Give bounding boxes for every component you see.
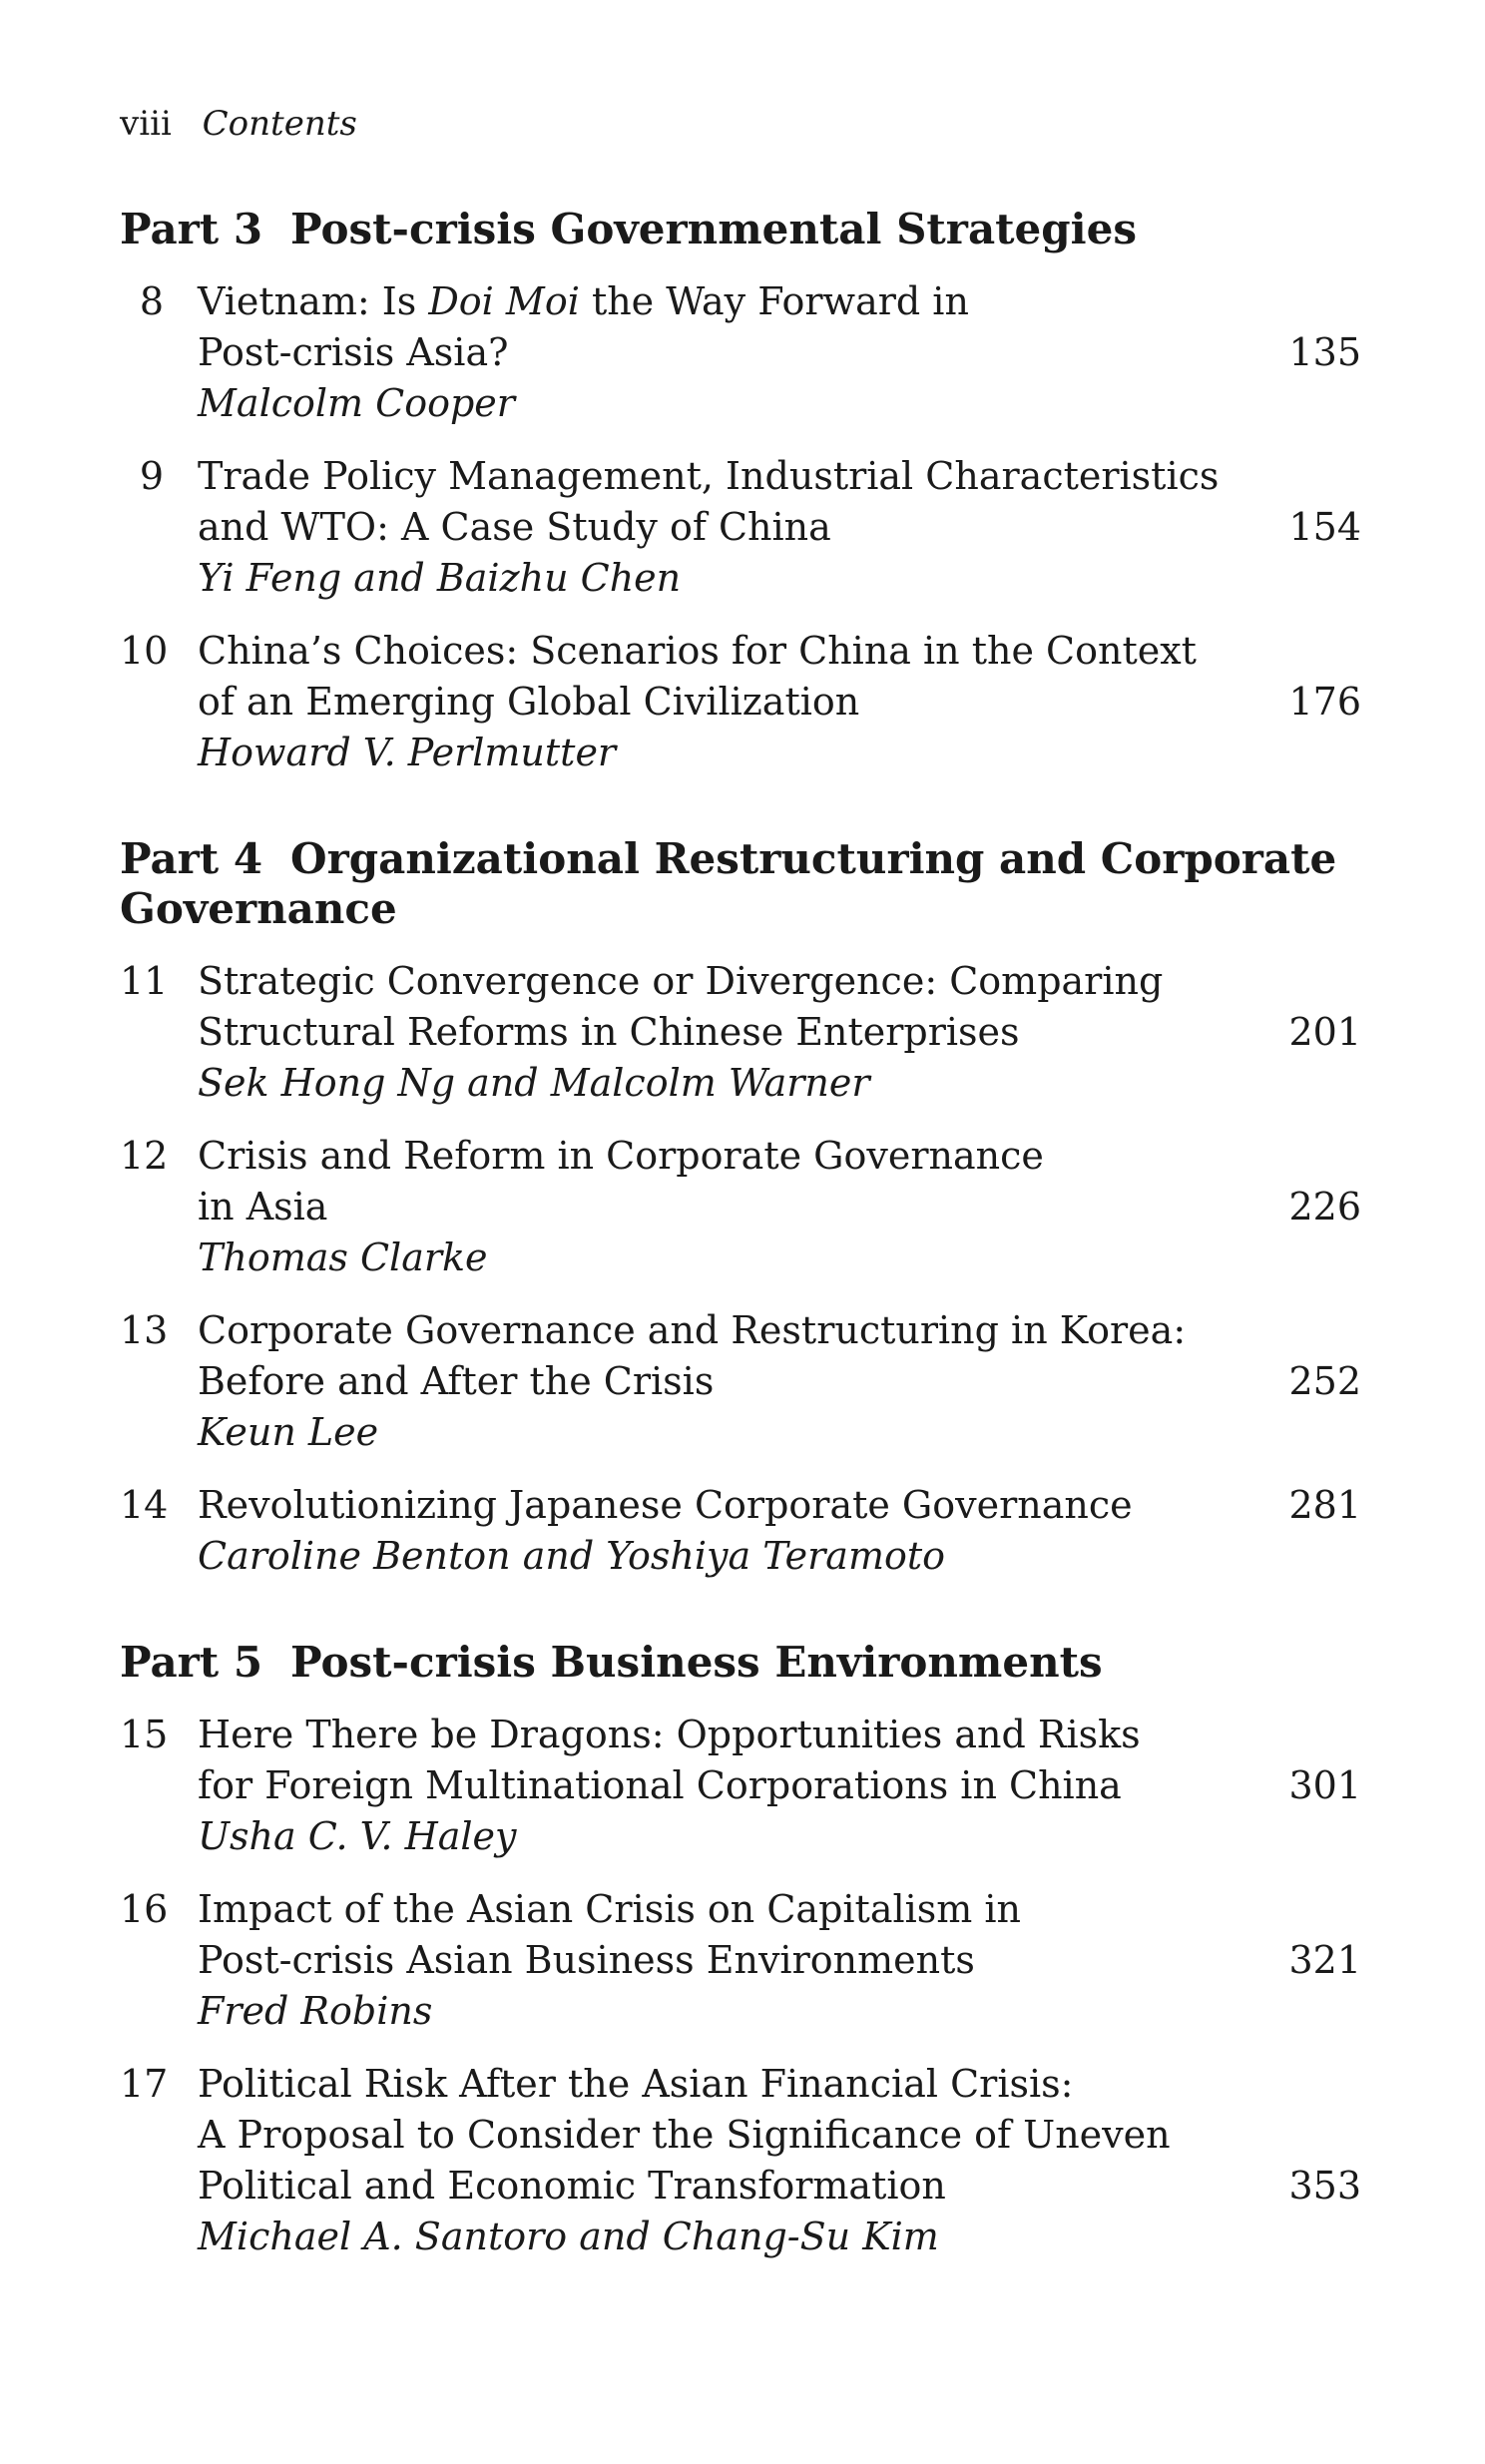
- chapter-title-line-2: Before and After the Crisis: [198, 1359, 715, 1403]
- chapter-title-line: [198, 1007, 1367, 1058]
- chapter-title-line-3: Political and Economic Transformation: [198, 2164, 946, 2208]
- table-of-contents: [120, 205, 1367, 2284]
- chapter-title-line: [198, 502, 1367, 553]
- chapter-title-line-2: Post-crisis Asia?: [198, 330, 509, 374]
- chapter-title-line: Crisis and Reform in Corporate Governance: [198, 1134, 1044, 1178]
- chapter-title-line: [198, 1760, 1367, 1811]
- chapter-number: 13: [120, 1308, 169, 1352]
- chapter-authors: Usha C. V. Haley: [198, 1814, 517, 1858]
- page-number: 321: [1288, 1938, 1361, 1982]
- running-header: [120, 104, 357, 144]
- toc-entry-11[interactable]: [120, 956, 1367, 1109]
- chapter-authors: Yi Feng and Baizhu Chen: [198, 556, 682, 600]
- page-number: 301: [1288, 1763, 1361, 1807]
- chapter-title-line-1: Vietnam: Is Doi Moi the Way Forward in: [198, 279, 969, 323]
- part-3-heading: [120, 205, 1367, 254]
- chapter-title-line: [198, 1480, 1367, 1531]
- toc-entry-16[interactable]: [120, 1884, 1367, 2037]
- toc-entry-12[interactable]: [120, 1131, 1367, 1283]
- chapter-title-line: [198, 1356, 1367, 1407]
- page-number: 201: [1288, 1010, 1361, 1054]
- part-4-heading: [120, 834, 1367, 934]
- chapter-number: 10: [120, 629, 169, 673]
- page-number: 135: [1288, 330, 1361, 374]
- chapter-title-line-2: in Asia: [198, 1185, 328, 1229]
- chapter-number: 9: [139, 454, 164, 498]
- chapter-authors: Malcolm Cooper: [198, 381, 515, 425]
- chapter-authors: Sek Hong Ng and Malcolm Warner: [198, 1061, 870, 1105]
- chapter-number: 17: [120, 2062, 169, 2106]
- chapter-title-line: Political Risk After the Asian Financial Crisis:: [198, 2062, 1074, 2106]
- part-title: Post-crisis Governmental Strategies: [290, 205, 1137, 253]
- running-title: Contents: [202, 104, 357, 144]
- chapter-number: 14: [120, 1483, 169, 1527]
- chapter-number: 11: [120, 959, 169, 1003]
- chapter-number: 12: [120, 1134, 169, 1178]
- emphasized-term: Doi Moi: [428, 279, 580, 323]
- chapter-title-line: Here There be Dragons: Opportunities and Risks: [198, 1713, 1141, 1756]
- page-number: 154: [1288, 505, 1361, 549]
- chapter-title-line-2: of an Emerging Global Civilization: [198, 680, 860, 724]
- part-label: Part 5: [120, 1638, 263, 1687]
- chapter-title-line-2: Post-crisis Asian Business Environments: [198, 1938, 975, 1982]
- page-number: 252: [1288, 1359, 1361, 1403]
- toc-entry-8[interactable]: [120, 276, 1367, 429]
- chapter-title-line: [198, 1935, 1367, 1986]
- part-label: Part 4: [120, 834, 263, 883]
- chapter-authors: Thomas Clarke: [198, 1235, 488, 1279]
- chapter-number: 8: [139, 279, 164, 323]
- chapter-number: 15: [120, 1713, 169, 1756]
- chapter-title-line: [198, 677, 1367, 728]
- toc-entry-13[interactable]: [120, 1305, 1367, 1458]
- part-5-heading: [120, 1638, 1367, 1688]
- part-title: Post-crisis Business Environments: [290, 1638, 1103, 1687]
- part-label: Part 3: [120, 205, 263, 253]
- toc-entry-15[interactable]: [120, 1710, 1367, 1862]
- page-number: 176: [1288, 680, 1361, 724]
- chapter-title-line: [198, 2161, 1367, 2212]
- chapter-authors: Keun Lee: [198, 1410, 379, 1454]
- toc-entry-9[interactable]: [120, 451, 1367, 604]
- page-number: 281: [1288, 1483, 1361, 1527]
- page-number: 226: [1288, 1185, 1361, 1229]
- chapter-authors: Howard V. Perlmutter: [198, 731, 617, 774]
- chapter-title-line-2: Structural Reforms in Chinese Enterprises: [198, 1010, 1020, 1054]
- chapter-title-line: [198, 276, 1367, 327]
- chapter-authors: Fred Robins: [198, 1989, 433, 2033]
- toc-entry-17[interactable]: [120, 2059, 1367, 2262]
- chapter-title-line-2: for Foreign Multinational Corporations in China: [198, 1763, 1122, 1807]
- toc-entry-14[interactable]: [120, 1480, 1367, 1582]
- chapter-title-line: Impact of the Asian Crisis on Capitalism in: [198, 1887, 1022, 1931]
- chapter-title-line-1: Revolutionizing Japanese Corporate Governance: [198, 1483, 1133, 1527]
- chapter-title-line: Strategic Convergence or Divergence: Comparing: [198, 959, 1164, 1003]
- chapter-title-line: China’s Choices: Scenarios for China in the Context: [198, 629, 1197, 673]
- chapter-authors: Michael A. Santoro and Chang-Su Kim: [198, 2215, 939, 2258]
- page-folio: viii: [120, 104, 172, 144]
- chapter-number: 16: [120, 1887, 169, 1931]
- page-number: 353: [1288, 2164, 1361, 2208]
- part-title: Organizational Restructuring and Corporate Governance: [120, 834, 1337, 933]
- chapter-authors: Caroline Benton and Yoshiya Teramoto: [198, 1534, 945, 1578]
- chapter-title-line: [198, 327, 1367, 378]
- chapter-title-line-2: and WTO: A Case Study of China: [198, 505, 831, 549]
- chapter-title-line: A Proposal to Consider the Significance of Uneven: [198, 2113, 1171, 2157]
- chapter-title-line: Trade Policy Management, Industrial Characteristics: [198, 454, 1220, 498]
- chapter-title-line: [198, 1182, 1367, 1232]
- toc-entry-10[interactable]: [120, 626, 1367, 778]
- chapter-title-line: Corporate Governance and Restructuring in Korea:: [198, 1308, 1187, 1352]
